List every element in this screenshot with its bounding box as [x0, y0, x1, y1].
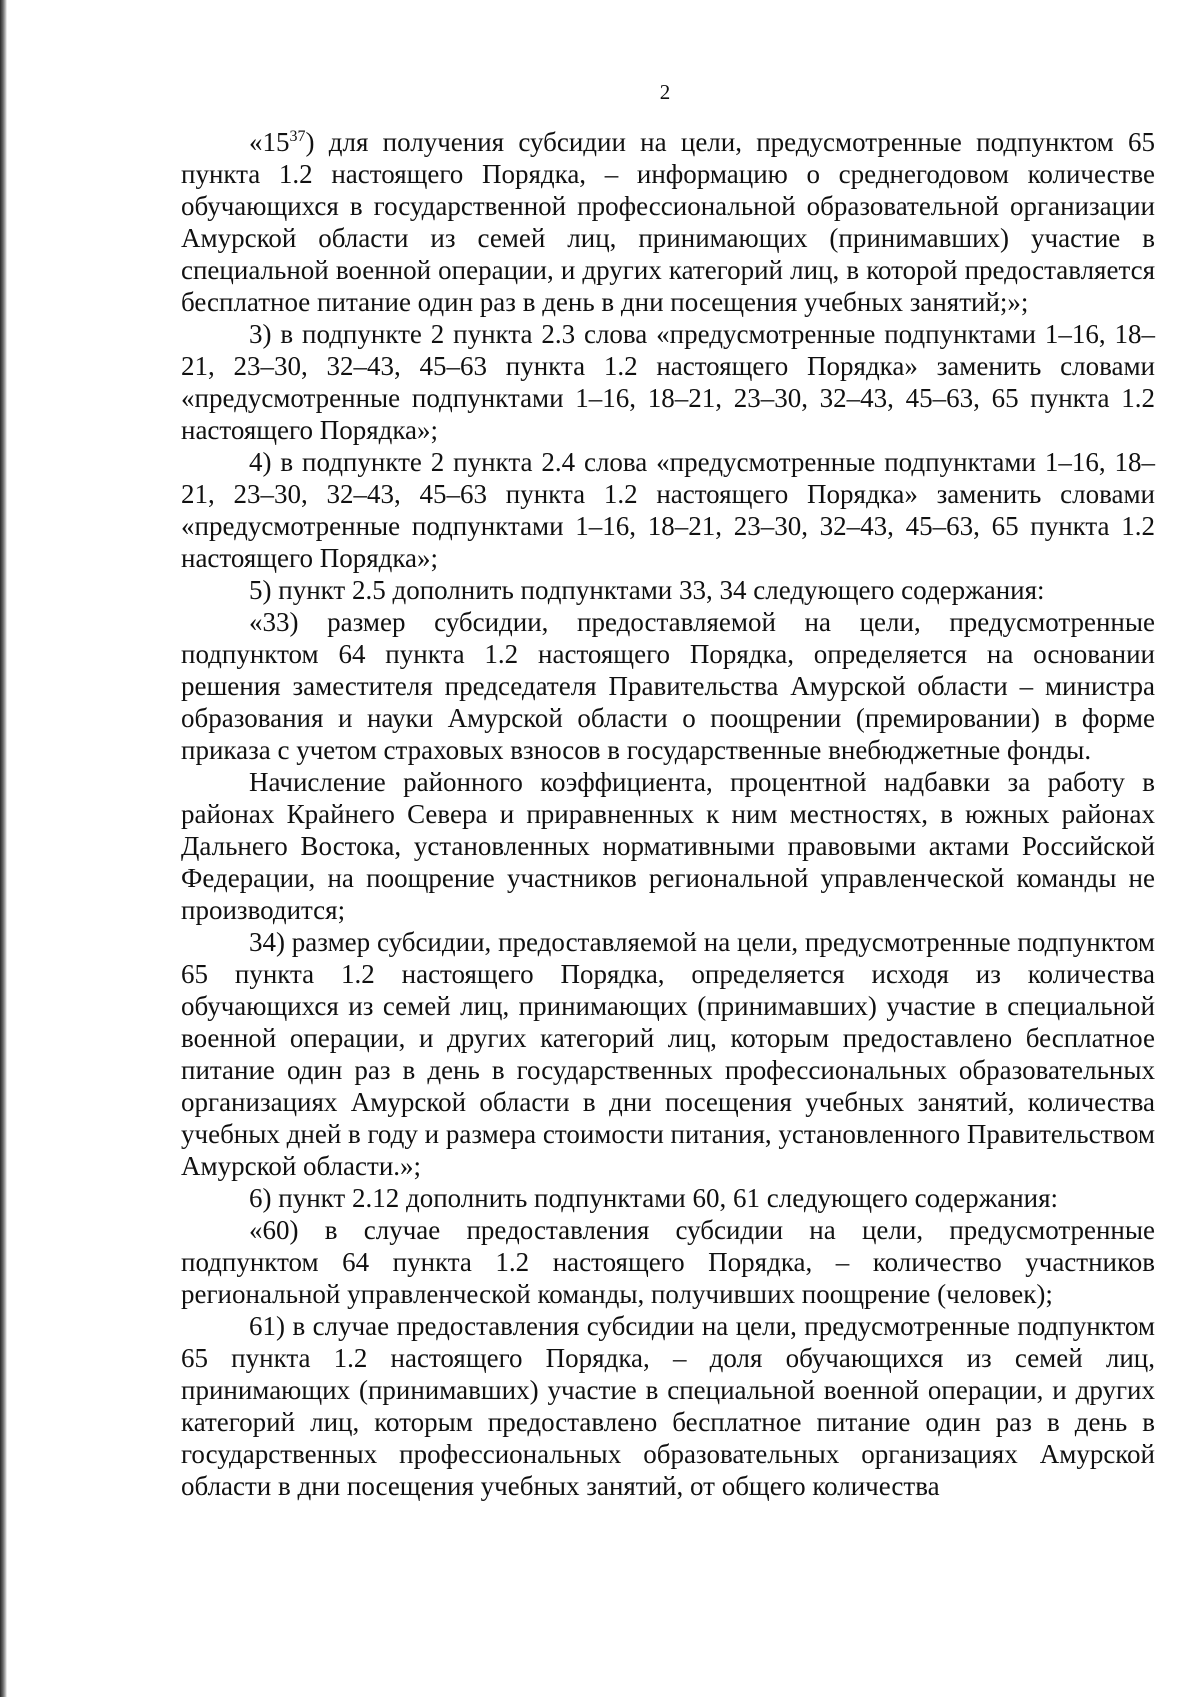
paragraph-item-5: 5) пункт 2.5 дополнить подпунктами 33, 34 следующего содержания: — [249, 575, 1045, 605]
paragraph-subpoint-61: 61) в случае предоставления субсидии на цели, предусмотренные подпунктом 65 пункта 1.2 настоящего Порядка, – доля обучающихся из семей лиц, принимающих (принимавших) участие в специальной военной операции, и других категорий лиц, которым предоставлено бесплатное питание один раз в день в государственных профессиональных образовательных организациях Амурской области в дни посещения учебных занятий, от общего количества — [181, 1311, 1155, 1501]
paragraph-subpoint-15-37 — [181, 126, 1155, 318]
superscript-number: 37 — [289, 128, 306, 145]
paragraph-regional-coefficient: Начисление районного коэффициента, процентной надбавки за работу в районах Крайнего Севера и приравненных к ним местностях, в южных районах Дальнего Востока, установленных нормативными правовыми актами Российской Федерации, на поощрение участников региональной управленческой команды не производится; — [181, 767, 1155, 925]
paragraph-subpoint-33: «33) размер субсидии, предоставляемой на цели, предусмотренные подпунктом 64 пункта 1.2 настоящего Порядка, определяется на основании решения заместителя председателя Правительства Амурской области – министра образования и науки Амурской области о поощрении (премировании) в форме приказа с учетом страховых взносов в государственные внебюджетные фонды. — [181, 607, 1155, 765]
document-body — [181, 126, 1155, 1502]
paragraph-subpoint-60: «60) в случае предоставления субсидии на цели, предусмотренные подпунктом 64 пункта 1.2 настоящего Порядка, – количество участников региональной управленческой команды, получивших поощрение (человек); — [181, 1215, 1155, 1309]
page-number: 2 — [659, 80, 671, 104]
paragraph-prefix: «15 — [249, 127, 290, 157]
paragraph-item-6: 6) пункт 2.12 дополнить подпунктами 60, 61 следующего содержания: — [249, 1183, 1059, 1213]
paragraph-text: ) для получения субсидии на цели, предусмотренные подпунктом 65 пункта 1.2 настоящего Порядка, – информацию о среднегодовом количестве обучающихся в государственной профессиональной образовательной организации Амурской области из семей лиц, принимающих (принимавших) участие в специальной военной операции, и других категорий лиц, в которой предоставляется бесплатное питание один раз в день в дни посещения учебных занятий;»; — [181, 127, 1155, 317]
scan-edge-shadow — [0, 0, 7, 1697]
paragraph-subpoint-34: 34) размер субсидии, предоставляемой на цели, предусмотренные подпунктом 65 пункта 1.2 настоящего Порядка, определяется исходя из количества обучающихся из семей лиц, принимающих (принимавших) участие в специальной военной операции, и других категорий лиц, которым предоставлено бесплатное питание один раз в день в государственных профессиональных образовательных организациях Амурской области в дни посещения учебных занятий, количества учебных дней в году и размера стоимости питания, установленного Правительством Амурской области.»; — [181, 927, 1155, 1181]
paragraph-item-4: 4) в подпункте 2 пункта 2.4 слова «предусмотренные подпунктами 1–16, 18–21, 23–30, 32–43, 45–63 пункта 1.2 настоящего Порядка» заменить словами «предусмотренные подпунктами 1–16, 18–21, 23–30, 32–43, 45–63, 65 пункта 1.2 настоящего Порядка»; — [181, 447, 1155, 573]
paragraph-item-3: 3) в подпункте 2 пункта 2.3 слова «предусмотренные подпунктами 1–16, 18–21, 23–30, 32–43, 45–63 пункта 1.2 настоящего Порядка» заменить словами «предусмотренные подпунктами 1–16, 18–21, 23–30, 32–43, 45–63, 65 пункта 1.2 настоящего Порядка»; — [181, 319, 1155, 445]
